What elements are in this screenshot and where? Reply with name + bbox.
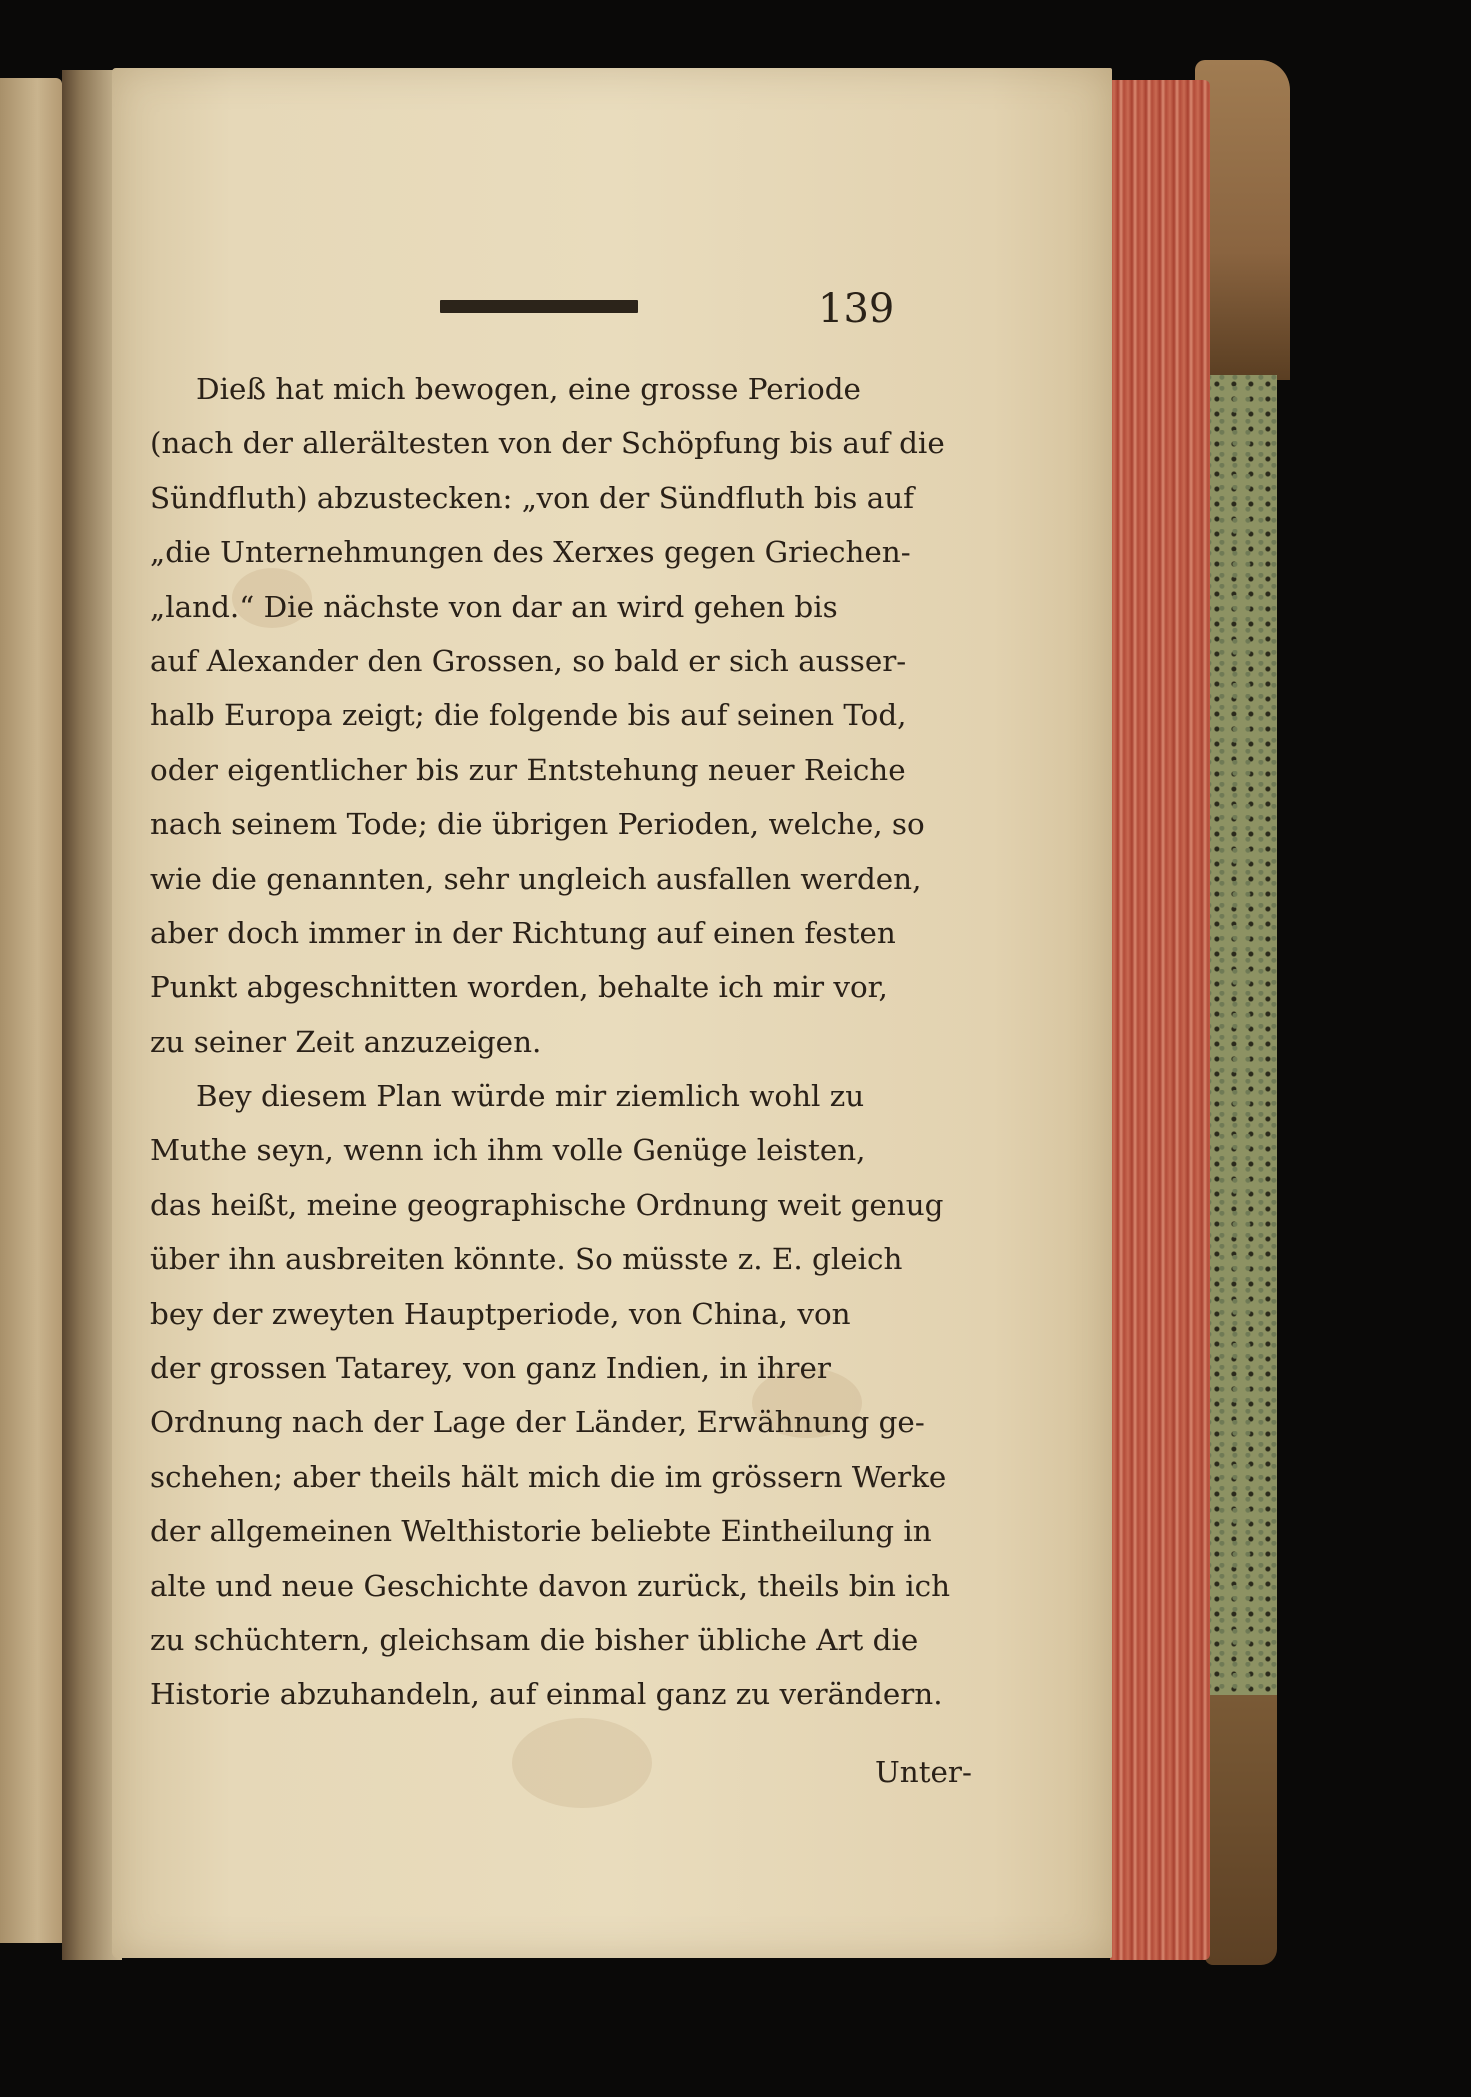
text-line: Ordnung nach der Lage der Länder, Erwähnung ge- [150, 1405, 925, 1440]
text-line: oder eigentlicher bis zur Entstehung neuer Reiche [150, 752, 906, 787]
text-line: Dieß hat mich bewogen, eine grosse Periode [196, 372, 861, 406]
text-line: Muthe seyn, wenn ich ihm volle Genüge leisten, [150, 1133, 866, 1168]
text-line: wie die genannten, sehr ungleich ausfallen werden, [150, 861, 922, 896]
text-line: alte und neue Geschichte davon zurück, theils bin ich [150, 1568, 951, 1603]
text-line: Punkt abgeschnitten worden, behalte ich mir vor, [150, 970, 888, 1005]
text-line: der allgemeinen Welthistorie beliebte Eintheilung in [150, 1514, 932, 1549]
text-line: (nach der allerältesten von der Schöpfung bis auf die [150, 426, 945, 461]
text-line: halb Europa zeigt; die folgende bis auf seinen Tod, [150, 698, 907, 733]
red-page-edges [1110, 80, 1210, 1960]
catchword: Unter- [875, 1755, 972, 1789]
text-line: aber doch immer in der Richtung auf einen festen [150, 915, 896, 950]
page-number: 139 [818, 286, 895, 332]
facing-page-edge [0, 78, 62, 1943]
text-line: schehen; aber theils hält mich die im grössern Werke [150, 1459, 947, 1494]
text-line: Bey diesem Plan würde mir ziemlich wohl zu [196, 1079, 865, 1114]
text-line: der grossen Tatarey, von ganz Indien, in ihrer [150, 1351, 831, 1386]
body-text [150, 362, 980, 1722]
text-line: „land.“ Die nächste von dar an wird gehen bis [150, 589, 838, 624]
text-line: Historie abzuhandeln, auf einmal ganz zu verändern. [150, 1677, 943, 1712]
text-line: Sündfluth) abzustecken: „von der Sündfluth bis auf [150, 480, 915, 515]
header-rule [440, 300, 638, 313]
text-line: zu seiner Zeit anzuzeigen. [150, 1024, 542, 1059]
text-line: zu schüchtern, gleichsam die bisher übliche Art die [150, 1622, 919, 1657]
text-line: über ihn ausbreiten könnte. So müsste z. E. gleich [150, 1242, 903, 1277]
cover-board-corner [1205, 1695, 1277, 1965]
text-line: bey der zweyten Hauptperiode, von China, von [150, 1296, 851, 1331]
text-line: das heißt, meine geographische Ordnung weit genug [150, 1187, 944, 1222]
text-line: nach seinem Tode; die übrigen Perioden, welche, so [150, 807, 925, 842]
foxing-stain [512, 1718, 652, 1808]
text-line: auf Alexander den Grossen, so bald er sich ausser- [150, 643, 907, 678]
text-line: „die Unternehmungen des Xerxes gegen Griechen- [150, 535, 911, 570]
cover-board-marbled [1205, 375, 1277, 1695]
